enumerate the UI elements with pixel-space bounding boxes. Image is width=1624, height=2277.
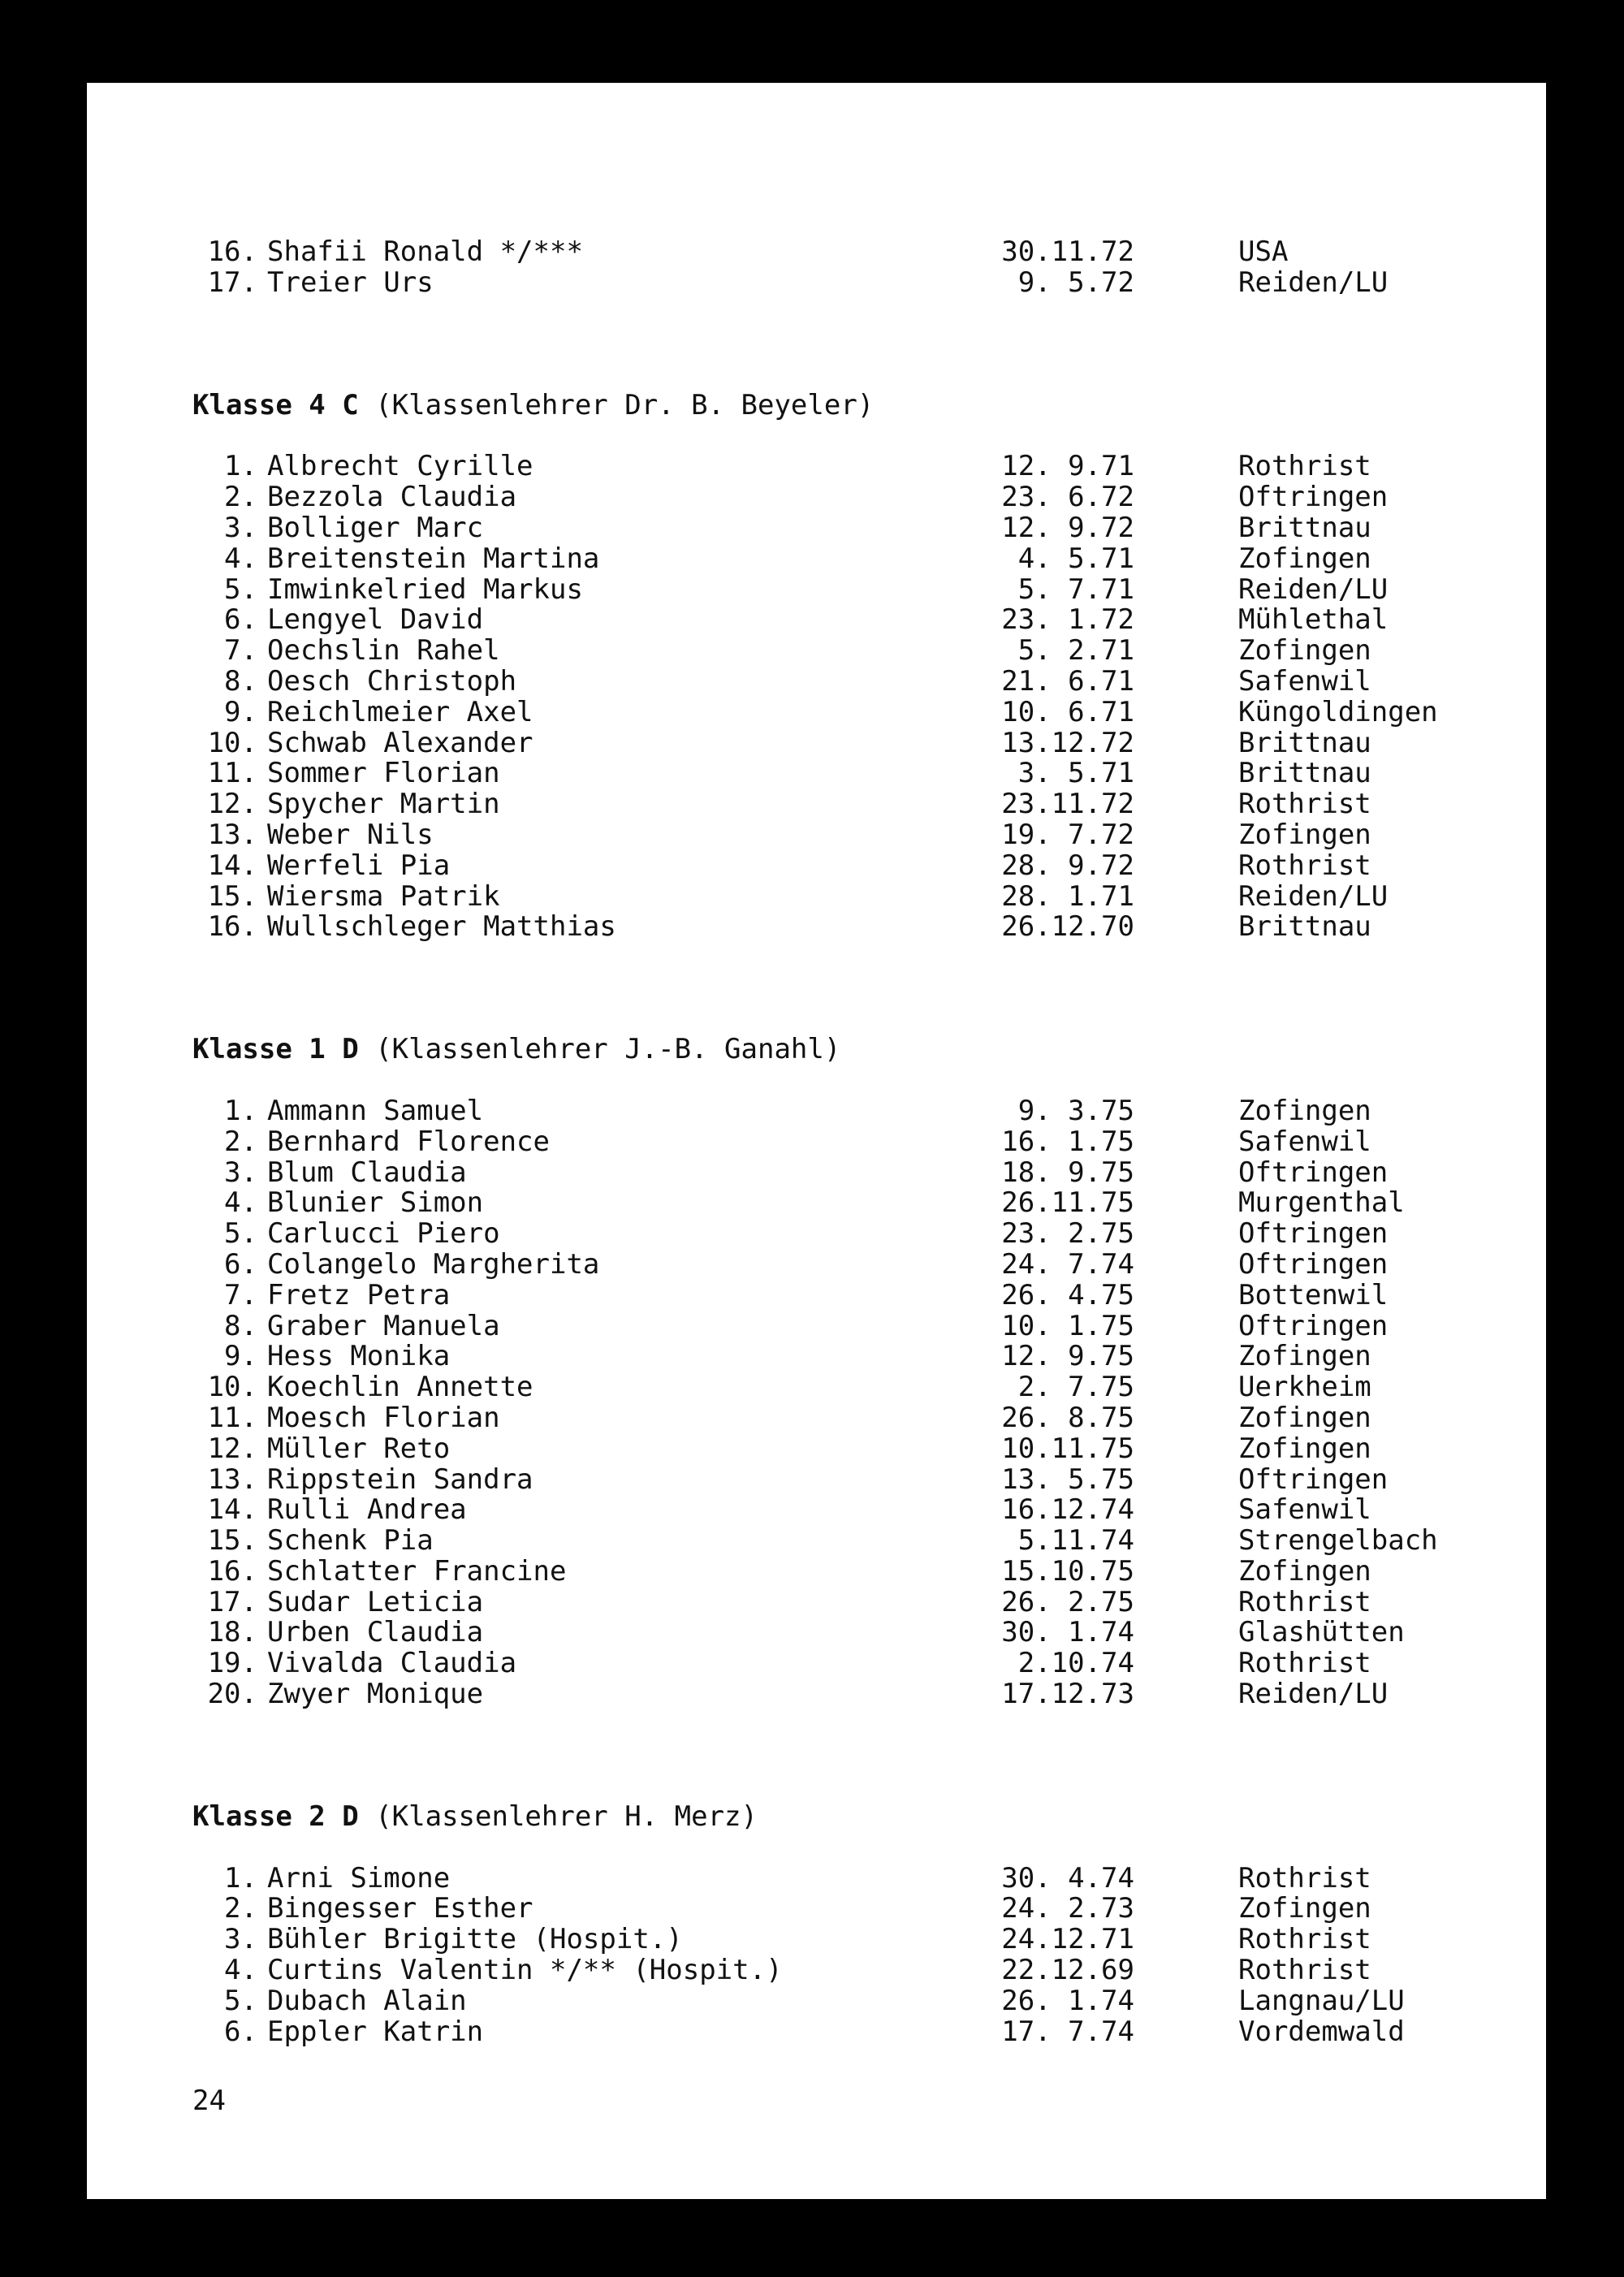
student-row [192,912,1492,943]
student-row [192,758,1492,789]
birth-date: 13.12.72 [1001,726,1134,759]
class-teacher: (Klassenlehrer Dr. B. Beyeler) [375,388,875,421]
hometown: Zofingen [1238,634,1371,668]
student-number: 3. [224,511,257,544]
student-row [192,2017,1492,2048]
student-number: 1. [224,1094,257,1127]
student-number: 10. [207,1371,257,1404]
student-row [192,664,1492,698]
student-name: Wiersma Patrik [267,879,500,913]
birth-date: 16.12.74 [1001,1493,1134,1527]
birth-date: 23.11.72 [1001,788,1134,821]
hometown: Uerkheim [1238,1371,1371,1404]
student-name: Wullschleger Matthias [267,910,616,944]
class-label: Klasse 4 C [192,388,359,421]
student-number: 5. [224,1984,257,2017]
student-row [192,1188,1492,1219]
student-row [192,452,1492,482]
student-name: Urben Claudia [267,1616,484,1649]
hometown: Strengelbach [1238,1524,1438,1558]
hometown: Zofingen [1238,1554,1371,1588]
birth-date: 28. 1.71 [1001,879,1134,913]
birth-date: 10. 1.75 [1001,1309,1134,1342]
student-name: Oesch Christoph [267,664,517,698]
birth-date: 13. 5.75 [1001,1463,1134,1496]
hometown: Murgenthal [1238,1186,1405,1220]
student-row [192,1585,1492,1618]
student-row [192,695,1492,728]
class-label: Klasse 1 D [192,1033,359,1066]
hometown: Brittnau [1238,757,1371,790]
class-label: Klasse 2 D [192,1800,359,1833]
class-list [192,237,1492,2047]
student-name: Rippstein Sandra [267,1463,533,1496]
student-number: 3. [224,1156,257,1189]
birth-date: 5. 2.71 [1017,634,1134,668]
student-name: Bernhard Florence [267,1125,550,1158]
birth-date: 30.11.72 [1001,235,1134,268]
birth-date: 22.12.69 [1001,1954,1134,1987]
student-number: 8. [224,1309,257,1342]
hometown: Vordemwald [1238,2015,1405,2048]
hometown: Reiden/LU [1238,1678,1389,1711]
birth-date: 24. 7.74 [1001,1247,1134,1281]
student-row [192,851,1492,882]
student-row [192,605,1492,636]
birth-date: 12. 9.72 [1001,511,1134,544]
birth-date: 23. 1.72 [1001,603,1134,637]
hometown: Zofingen [1238,1340,1371,1373]
birth-date: 26. 4.75 [1001,1278,1134,1311]
student-row [192,1894,1492,1925]
class-heading [192,388,1492,421]
birth-date: 26. 1.74 [1001,1984,1134,2017]
hometown: Bottenwil [1238,1278,1389,1311]
student-row [192,572,1492,606]
student-number: 14. [207,1493,257,1527]
student-name: Bingesser Esther [267,1892,533,1925]
student-name: Albrecht Cyrille [267,450,533,483]
student-number: 17. [207,1585,257,1618]
student-name: Bezzola Claudia [267,481,517,514]
hometown: Langnau/LU [1238,1984,1405,2017]
student-name: Bühler Brigitte (Hospit.) [267,1923,683,1956]
student-row [192,1158,1492,1189]
birth-date: 28. 9.72 [1001,849,1134,882]
hometown: Oftringen [1238,1247,1389,1281]
student-row [192,1495,1492,1526]
birth-date: 18. 9.75 [1001,1156,1134,1189]
hometown: Safenwil [1238,664,1371,698]
birth-date: 3. 5.71 [1017,757,1134,790]
class-teacher: (Klassenlehrer H. Merz) [375,1800,758,1833]
student-number: 4. [224,542,257,575]
student-row [192,879,1492,913]
student-row [192,1679,1492,1710]
student-number: 11. [207,757,257,790]
class-heading [192,1035,1492,1065]
student-name: Reichlmeier Axel [267,695,533,728]
student-number: 13. [207,818,257,851]
student-row [192,1434,1492,1465]
birth-date: 17.12.73 [1001,1678,1134,1711]
student-name: Fretz Petra [267,1278,451,1311]
student-row [192,1403,1492,1434]
birth-date: 30. 1.74 [1001,1616,1134,1649]
student-row [192,1925,1492,1955]
hometown: USA [1238,235,1289,268]
student-number: 9. [224,695,257,728]
student-number: 14. [207,849,257,882]
birth-date: 26. 8.75 [1001,1401,1134,1434]
student-row [192,1311,1492,1342]
student-row [192,1342,1492,1372]
student-row [192,1127,1492,1158]
birth-date: 10. 6.71 [1001,695,1134,728]
student-number: 8. [224,664,257,698]
student-row [192,513,1492,544]
class-teacher: (Klassenlehrer J.-B. Ganahl) [375,1033,841,1066]
student-number: 6. [224,1247,257,1281]
student-number: 19. [207,1647,257,1680]
hometown: Oftringen [1238,1217,1389,1251]
hometown: Oftringen [1238,1309,1389,1342]
student-name: Eppler Katrin [267,2015,484,2048]
student-row [192,268,1492,299]
student-row [192,636,1492,667]
student-number: 15. [207,879,257,913]
student-row [192,1278,1492,1311]
student-name: Sudar Leticia [267,1585,484,1618]
hometown: Brittnau [1238,910,1371,944]
student-name: Curtins Valentin */** (Hospit.) [267,1954,783,1987]
hometown: Zofingen [1238,818,1371,851]
birth-date: 26.12.70 [1001,910,1134,944]
student-name: Graber Manuela [267,1309,500,1342]
student-number: 18. [207,1616,257,1649]
student-name: Koechlin Annette [267,1371,533,1404]
birth-date: 2. 7.75 [1017,1371,1134,1404]
student-number: 4. [224,1186,257,1220]
class-sections [192,299,1492,2048]
hometown: Rothrist [1238,1954,1371,1987]
student-number: 5. [224,572,257,606]
birth-date: 23. 6.72 [1001,481,1134,514]
birth-date: 2.10.74 [1017,1647,1134,1680]
student-name: Spycher Martin [267,788,500,821]
hometown: Oftringen [1238,481,1389,514]
student-name: Blunier Simon [267,1186,484,1220]
student-name: Bolliger Marc [267,511,484,544]
student-name: Carlucci Piero [267,1217,500,1251]
student-name: Rulli Andrea [267,1493,467,1527]
student-name: Lengyel David [267,603,484,637]
student-name: Schwab Alexander [267,726,533,759]
student-row [192,1247,1492,1281]
student-number: 9. [224,1340,257,1373]
birth-date: 26. 2.75 [1001,1585,1134,1618]
page-number: 24 [192,2085,226,2117]
student-row [192,1648,1492,1679]
student-name: Arni Simone [267,1861,451,1895]
birth-date: 5. 7.71 [1017,572,1134,606]
student-row [192,1986,1492,2017]
document-page [87,83,1546,2199]
student-name: Schenk Pia [267,1524,434,1558]
student-number: 16. [207,910,257,944]
student-number: 2. [224,1892,257,1925]
student-number: 16. [207,235,257,268]
hometown: Rothrist [1238,1647,1371,1680]
hometown: Glashütten [1238,1616,1405,1649]
student-row [192,544,1492,575]
student-row [192,789,1492,820]
student-row [192,820,1492,851]
student-row [192,237,1492,268]
student-row [192,1861,1492,1895]
hometown: Rothrist [1238,849,1371,882]
student-name: Dubach Alain [267,1984,467,2017]
hometown: Safenwil [1238,1493,1371,1527]
student-name: Colangelo Margherita [267,1247,600,1281]
student-row [192,1372,1492,1403]
birth-date: 24.12.71 [1001,1923,1134,1956]
hometown: Safenwil [1238,1125,1371,1158]
student-number: 11. [207,1401,257,1434]
hometown: Oftringen [1238,1156,1389,1189]
student-number: 17. [207,266,257,299]
student-name: Hess Monika [267,1340,451,1373]
hometown: Rothrist [1238,450,1371,483]
student-number: 1. [224,1861,257,1895]
hometown: Reiden/LU [1238,266,1389,299]
birth-date: 12. 9.71 [1001,450,1134,483]
birth-date: 19. 7.72 [1001,818,1134,851]
hometown: Mühlethal [1238,603,1389,637]
student-number: 7. [224,634,257,668]
birth-date: 17. 7.74 [1001,2015,1134,2048]
student-name: Shafii Ronald */*** [267,235,583,268]
hometown: Brittnau [1238,726,1371,759]
student-name: Müller Reto [267,1432,451,1465]
student-number: 7. [224,1278,257,1311]
hometown: Zofingen [1238,1432,1371,1465]
section-spacer [192,943,1492,1035]
hometown: Brittnau [1238,511,1371,544]
student-row [192,728,1492,759]
student-number: 16. [207,1554,257,1588]
hometown: Oftringen [1238,1463,1389,1496]
heading-spacer [192,421,1492,452]
student-number: 4. [224,1954,257,1987]
student-name: Weber Nils [267,818,434,851]
student-name: Breitenstein Martina [267,542,600,575]
birth-date: 9. 5.72 [1017,266,1134,299]
student-row [192,1096,1492,1127]
student-number: 10. [207,726,257,759]
student-number: 3. [224,1923,257,1956]
birth-date: 5.11.74 [1017,1524,1134,1558]
birth-date: 23. 2.75 [1001,1217,1134,1251]
hometown: Zofingen [1238,542,1371,575]
birth-date: 10.11.75 [1001,1432,1134,1465]
student-number: 1. [224,450,257,483]
class-heading [192,1802,1492,1833]
section-spacer [192,1710,1492,1802]
student-name: Treier Urs [267,266,434,299]
student-number: 20. [207,1678,257,1711]
hometown: Zofingen [1238,1401,1371,1434]
birth-date: 30. 4.74 [1001,1861,1134,1895]
student-row [192,1465,1492,1496]
student-row [192,1618,1492,1648]
student-name: Moesch Florian [267,1401,500,1434]
student-number: 6. [224,603,257,637]
student-name: Blum Claudia [267,1156,467,1189]
birth-date: 12. 9.75 [1001,1340,1134,1373]
student-number: 12. [207,788,257,821]
hometown: Rothrist [1238,1585,1371,1618]
birth-date: 26.11.75 [1001,1186,1134,1220]
student-row [192,1955,1492,1986]
student-row [192,1526,1492,1557]
hometown: Reiden/LU [1238,572,1389,606]
top-rows-group [192,237,1492,299]
hometown: Reiden/LU [1238,879,1389,913]
student-number: 12. [207,1432,257,1465]
student-number: 6. [224,2015,257,2048]
birth-date: 9. 3.75 [1017,1094,1134,1127]
birth-date: 15.10.75 [1001,1554,1134,1588]
student-name: Sommer Florian [267,757,500,790]
student-row [192,1219,1492,1250]
student-number: 5. [224,1217,257,1251]
student-name: Ammann Samuel [267,1094,484,1127]
birth-date: 4. 5.71 [1017,542,1134,575]
birth-date: 24. 2.73 [1001,1892,1134,1925]
heading-spacer [192,1065,1492,1096]
student-number: 15. [207,1524,257,1558]
student-name: Werfeli Pia [267,849,451,882]
hometown: Zofingen [1238,1892,1371,1925]
student-name: Imwinkelried Markus [267,572,583,606]
section-spacer [192,299,1492,391]
student-name: Schlatter Francine [267,1554,567,1588]
hometown: Rothrist [1238,1861,1371,1895]
student-name: Zwyer Monique [267,1678,484,1711]
student-row [192,482,1492,513]
heading-spacer [192,1833,1492,1864]
student-row [192,1554,1492,1588]
birth-date: 16. 1.75 [1001,1125,1134,1158]
hometown: Rothrist [1238,788,1371,821]
student-number: 13. [207,1463,257,1496]
student-number: 2. [224,481,257,514]
student-number: 2. [224,1125,257,1158]
student-name: Oechslin Rahel [267,634,500,668]
hometown: Küngoldingen [1238,695,1438,728]
hometown: Rothrist [1238,1923,1371,1956]
hometown: Zofingen [1238,1094,1371,1127]
birth-date: 21. 6.71 [1001,664,1134,698]
student-name: Vivalda Claudia [267,1647,517,1680]
